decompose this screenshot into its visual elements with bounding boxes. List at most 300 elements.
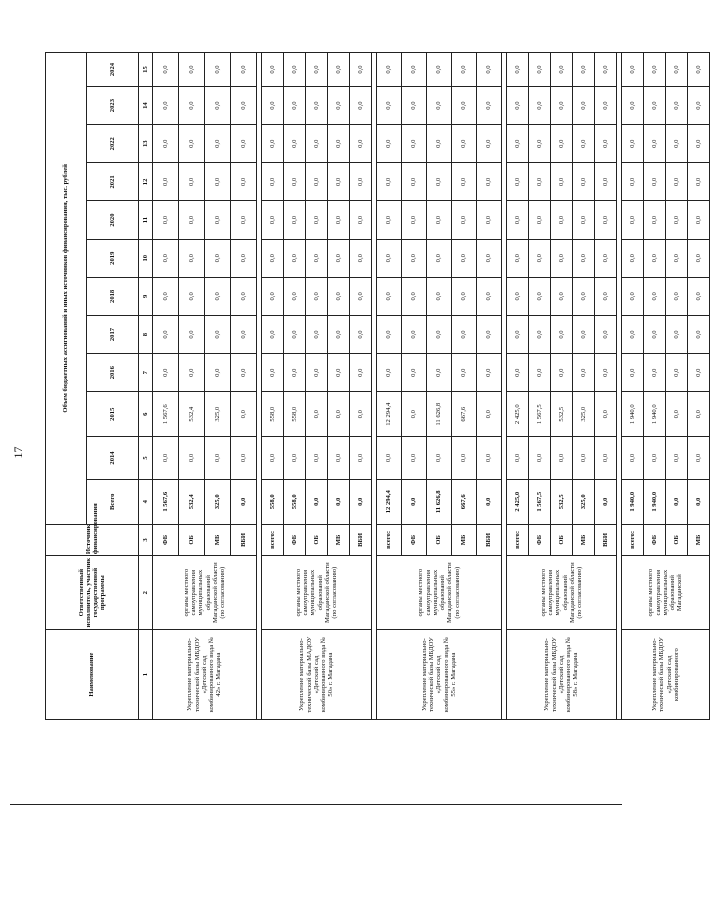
- year-value: 0,0: [427, 125, 452, 163]
- year-value: 0,0: [551, 315, 573, 353]
- year-value: 0,0: [427, 87, 452, 125]
- total-value: 11 626,8: [427, 479, 452, 524]
- header-name: Наименование: [46, 630, 139, 720]
- year-value: 532,4: [179, 392, 205, 437]
- year-value: 0,0: [402, 87, 427, 125]
- year-value: 0,0: [622, 163, 644, 201]
- year-value: 0,0: [179, 437, 205, 480]
- funding-source: ФБ: [644, 524, 666, 555]
- year-value: 0,0: [153, 201, 179, 239]
- year-value: 0,0: [284, 277, 306, 315]
- total-value: 1 567,6: [153, 479, 179, 524]
- year-value: 0,0: [328, 125, 350, 163]
- year-value: 0,0: [205, 201, 231, 239]
- column-number: 1: [139, 630, 153, 720]
- year-value: 0,0: [328, 53, 350, 87]
- year-value: 532,5: [551, 392, 573, 437]
- year-value: 0,0: [153, 87, 179, 125]
- year-value: 0,0: [328, 315, 350, 353]
- year-value: 0,0: [688, 239, 710, 277]
- year-value: 0,0: [306, 201, 328, 239]
- year-value: 0,0: [153, 354, 179, 392]
- year-value: 0,0: [622, 53, 644, 87]
- year-value: 0,0: [666, 163, 688, 201]
- year-value: 0,0: [477, 163, 502, 201]
- column-number: 4: [139, 479, 153, 524]
- year-value: 0,0: [573, 239, 595, 277]
- funding-source: ОБ: [179, 524, 205, 555]
- year-value: 0,0: [284, 163, 306, 201]
- year-value: 0,0: [306, 277, 328, 315]
- year-value: 0,0: [644, 354, 666, 392]
- year-value: 0,0: [284, 53, 306, 87]
- year-value: 0,0: [688, 354, 710, 392]
- funding-source: ОБ: [427, 524, 452, 555]
- total-value: 532,4: [179, 479, 205, 524]
- year-value: 0,0: [507, 239, 529, 277]
- year-value: 0,0: [402, 437, 427, 480]
- year-value: 0,0: [402, 125, 427, 163]
- table-row: [262, 53, 284, 720]
- year-value: 0,0: [573, 437, 595, 480]
- year-value: 0,0: [328, 239, 350, 277]
- year-value: 0,0: [284, 437, 306, 480]
- year-value: 0,0: [402, 239, 427, 277]
- year-value: 0,0: [179, 53, 205, 87]
- total-value: 667,6: [452, 479, 477, 524]
- year-value: 0,0: [477, 239, 502, 277]
- year-value: 0,0: [231, 87, 257, 125]
- year-value: 0,0: [688, 53, 710, 87]
- year-value: 0,0: [231, 315, 257, 353]
- year-value: 0,0: [262, 437, 284, 480]
- year-value: 0,0: [452, 201, 477, 239]
- year-value: 0,0: [551, 125, 573, 163]
- year-value: 0,0: [529, 53, 551, 87]
- year-value: 0,0: [179, 87, 205, 125]
- year-value: 11 626,8: [427, 392, 452, 437]
- year-value: 1 567,5: [529, 392, 551, 437]
- year-value: 0,0: [529, 315, 551, 353]
- year-value: 0,0: [205, 87, 231, 125]
- year-value: 0,0: [666, 125, 688, 163]
- responsible-executor: органы местного самоуправления муниципальных образований Магаданской: [622, 556, 710, 630]
- year-value: 558,0: [284, 392, 306, 437]
- year-value: 0,0: [377, 239, 402, 277]
- header-year: 2023: [87, 87, 139, 125]
- responsible-executor: органы местного самоуправления муниципальных образований Магаданской области (по согласованию): [377, 556, 502, 630]
- year-value: 0,0: [622, 125, 644, 163]
- year-value: 0,0: [666, 53, 688, 87]
- funding-source: МБ: [573, 524, 595, 555]
- column-number: 10: [139, 239, 153, 277]
- year-value: 0,0: [262, 53, 284, 87]
- year-value: 0,0: [402, 354, 427, 392]
- year-value: 0,0: [377, 201, 402, 239]
- funding-source: МБ: [205, 524, 231, 555]
- funding-source: МБ: [452, 524, 477, 555]
- year-value: 0,0: [205, 315, 231, 353]
- column-number: 7: [139, 354, 153, 392]
- year-value: 0,0: [350, 163, 372, 201]
- year-value: 0,0: [377, 354, 402, 392]
- year-value: 0,0: [153, 53, 179, 87]
- total-value: 0,0: [306, 479, 328, 524]
- year-value: 0,0: [350, 354, 372, 392]
- total-value: 12 294,4: [377, 479, 402, 524]
- year-value: 0,0: [284, 201, 306, 239]
- year-value: 0,0: [551, 277, 573, 315]
- total-value: 2 425,0: [507, 479, 529, 524]
- year-value: 0,0: [477, 87, 502, 125]
- year-value: 0,0: [427, 354, 452, 392]
- year-value: 0,0: [507, 87, 529, 125]
- year-value: 0,0: [153, 437, 179, 480]
- year-value: 0,0: [402, 201, 427, 239]
- header-year: 2016: [87, 354, 139, 392]
- year-value: 0,0: [377, 87, 402, 125]
- year-value: 0,0: [529, 239, 551, 277]
- year-value: 0,0: [205, 277, 231, 315]
- year-value: 0,0: [644, 315, 666, 353]
- total-value: 0,0: [666, 479, 688, 524]
- year-value: 1 940,0: [644, 392, 666, 437]
- year-value: 0,0: [231, 277, 257, 315]
- year-value: 0,0: [402, 163, 427, 201]
- year-value: 0,0: [306, 125, 328, 163]
- year-value: 0,0: [427, 201, 452, 239]
- year-value: 0,0: [205, 53, 231, 87]
- year-value: 0,0: [573, 277, 595, 315]
- funding-source: ФБ: [284, 524, 306, 555]
- year-value: 0,0: [452, 239, 477, 277]
- column-number: 8: [139, 315, 153, 353]
- year-value: 0,0: [153, 239, 179, 277]
- year-value: 0,0: [284, 87, 306, 125]
- year-value: 0,0: [666, 315, 688, 353]
- year-value: 0,0: [622, 315, 644, 353]
- year-value: 0,0: [231, 163, 257, 201]
- responsible-executor: органы местного самоуправления муниципальных образований Магаданской области (по согласованию): [262, 556, 372, 630]
- year-value: 0,0: [452, 87, 477, 125]
- year-value: 0,0: [452, 163, 477, 201]
- year-value: 0,0: [231, 437, 257, 480]
- year-value: 0,0: [350, 277, 372, 315]
- year-value: 0,0: [377, 163, 402, 201]
- year-value: 0,0: [350, 315, 372, 353]
- total-value: 325,0: [205, 479, 231, 524]
- header-executor: Ответственный исполнитель, участник государственной программы: [46, 556, 139, 630]
- year-value: 0,0: [551, 239, 573, 277]
- year-value: 0,0: [529, 277, 551, 315]
- funding-source: ОБ: [551, 524, 573, 555]
- year-value: 0,0: [231, 201, 257, 239]
- header-volume: Объем бюджетных ассигнований и иных источников финансирования, тыс. рублей: [46, 53, 87, 525]
- funding-source: всего:: [377, 524, 402, 555]
- year-value: 0,0: [205, 437, 231, 480]
- year-value: 0,0: [231, 125, 257, 163]
- measure-name: Укрепление материально-технической базы МБДОУ «Детский сад комбинированного вида № 42» г. Магадана: [153, 630, 257, 720]
- year-value: 325,0: [573, 392, 595, 437]
- page-separator-line: [10, 804, 622, 805]
- year-value: 0,0: [231, 239, 257, 277]
- funding-source: МБ: [328, 524, 350, 555]
- year-value: 0,0: [153, 163, 179, 201]
- year-value: 0,0: [477, 354, 502, 392]
- year-value: 558,0: [262, 392, 284, 437]
- year-value: 0,0: [507, 354, 529, 392]
- year-value: 0,0: [622, 201, 644, 239]
- year-value: 0,0: [622, 354, 644, 392]
- year-value: 0,0: [262, 354, 284, 392]
- responsible-executor: органы местного самоуправления муниципальных образований Магаданской области (по согласованию): [507, 556, 617, 630]
- responsible-executor: органы местного самоуправления муниципальных образований Магаданской области (по согласованию): [153, 556, 257, 630]
- header-year: 2018: [87, 277, 139, 315]
- year-value: 0,0: [179, 125, 205, 163]
- funding-source: ВБИ: [595, 524, 617, 555]
- year-value: 0,0: [622, 239, 644, 277]
- year-value: 0,0: [179, 354, 205, 392]
- funding-source: ВБИ: [477, 524, 502, 555]
- year-value: 0,0: [328, 392, 350, 437]
- total-value: 558,0: [284, 479, 306, 524]
- year-value: 0,0: [688, 163, 710, 201]
- year-value: 0,0: [306, 53, 328, 87]
- year-value: 0,0: [477, 53, 502, 87]
- year-value: 0,0: [153, 315, 179, 353]
- year-value: 0,0: [179, 239, 205, 277]
- year-value: 0,0: [507, 125, 529, 163]
- table-row: [507, 53, 529, 720]
- column-number: 2: [139, 556, 153, 630]
- header-total: Всего: [87, 479, 139, 524]
- year-value: 0,0: [573, 53, 595, 87]
- year-value: 0,0: [402, 392, 427, 437]
- year-value: 0,0: [452, 125, 477, 163]
- header-year: 2024: [87, 53, 139, 87]
- year-value: 0,0: [529, 201, 551, 239]
- year-value: 0,0: [262, 125, 284, 163]
- year-value: 325,0: [205, 392, 231, 437]
- year-value: 0,0: [231, 392, 257, 437]
- year-value: 0,0: [595, 239, 617, 277]
- funding-source: ВБИ: [231, 524, 257, 555]
- total-value: 0,0: [350, 479, 372, 524]
- year-value: 0,0: [377, 53, 402, 87]
- year-value: 0,0: [402, 315, 427, 353]
- year-value: 0,0: [284, 125, 306, 163]
- year-value: 0,0: [262, 277, 284, 315]
- funding-source: ФБ: [153, 524, 179, 555]
- year-value: 0,0: [666, 354, 688, 392]
- total-value: 1 567,5: [529, 479, 551, 524]
- year-value: 0,0: [153, 125, 179, 163]
- year-value: 2 425,0: [507, 392, 529, 437]
- year-value: 667,6: [452, 392, 477, 437]
- column-number: 11: [139, 201, 153, 239]
- header-year: 2017: [87, 315, 139, 353]
- header-source: Источник финансирования: [46, 524, 139, 555]
- year-value: 12 294,4: [377, 392, 402, 437]
- year-value: 0,0: [350, 201, 372, 239]
- year-value: 0,0: [529, 125, 551, 163]
- year-value: 0,0: [622, 437, 644, 480]
- column-number: 9: [139, 277, 153, 315]
- year-value: 0,0: [477, 201, 502, 239]
- year-value: 0,0: [551, 201, 573, 239]
- year-value: 1 567,6: [153, 392, 179, 437]
- year-value: 0,0: [306, 87, 328, 125]
- year-value: 0,0: [452, 53, 477, 87]
- year-value: 0,0: [306, 354, 328, 392]
- year-value: 0,0: [328, 163, 350, 201]
- year-value: 0,0: [595, 87, 617, 125]
- column-number: 6: [139, 392, 153, 437]
- year-value: 0,0: [477, 392, 502, 437]
- year-value: 0,0: [507, 315, 529, 353]
- year-value: 0,0: [666, 277, 688, 315]
- year-value: 0,0: [350, 239, 372, 277]
- header-year: 2021: [87, 163, 139, 201]
- year-value: 0,0: [688, 437, 710, 480]
- year-value: 0,0: [573, 354, 595, 392]
- column-number: 12: [139, 163, 153, 201]
- year-value: 0,0: [551, 354, 573, 392]
- year-value: 0,0: [452, 437, 477, 480]
- year-value: 0,0: [507, 163, 529, 201]
- page-number: 17: [11, 446, 25, 459]
- year-value: 0,0: [595, 437, 617, 480]
- year-value: 0,0: [644, 201, 666, 239]
- year-value: 0,0: [595, 277, 617, 315]
- year-value: 0,0: [427, 239, 452, 277]
- year-value: 0,0: [262, 315, 284, 353]
- year-value: 0,0: [477, 437, 502, 480]
- year-value: 0,0: [644, 163, 666, 201]
- year-value: 0,0: [595, 354, 617, 392]
- year-value: 0,0: [622, 87, 644, 125]
- year-value: 0,0: [573, 87, 595, 125]
- year-value: 0,0: [262, 201, 284, 239]
- year-value: 0,0: [666, 239, 688, 277]
- year-value: 0,0: [573, 125, 595, 163]
- year-value: 0,0: [328, 87, 350, 125]
- year-value: 0,0: [688, 277, 710, 315]
- table-row: [377, 53, 402, 720]
- year-value: 0,0: [377, 315, 402, 353]
- total-value: 325,0: [573, 479, 595, 524]
- year-value: 0,0: [551, 163, 573, 201]
- year-value: 0,0: [666, 87, 688, 125]
- year-value: 0,0: [427, 163, 452, 201]
- column-number: 15: [139, 53, 153, 87]
- table-row: [622, 53, 644, 720]
- year-value: 0,0: [477, 125, 502, 163]
- year-value: 0,0: [350, 53, 372, 87]
- table-body: [153, 53, 710, 720]
- year-value: 0,0: [306, 315, 328, 353]
- year-value: 0,0: [688, 315, 710, 353]
- header-year: 2014: [87, 437, 139, 480]
- year-value: 0,0: [688, 392, 710, 437]
- year-value: 0,0: [231, 53, 257, 87]
- year-value: 0,0: [153, 277, 179, 315]
- year-value: 0,0: [328, 437, 350, 480]
- funding-source: всего:: [507, 524, 529, 555]
- funding-source: ФБ: [402, 524, 427, 555]
- year-value: 0,0: [179, 201, 205, 239]
- measure-name: Укрепление материально-технической базы МАДОУ «Детский сад комбинированного вида № 50» г. Магадана: [262, 630, 372, 720]
- year-value: 0,0: [306, 437, 328, 480]
- header-year: 2015: [87, 392, 139, 437]
- year-value: 0,0: [644, 239, 666, 277]
- funding-source: ОБ: [666, 524, 688, 555]
- year-value: 0,0: [595, 163, 617, 201]
- funding-source: ОБ: [306, 524, 328, 555]
- year-value: 0,0: [644, 125, 666, 163]
- year-value: 0,0: [205, 125, 231, 163]
- year-value: 0,0: [350, 87, 372, 125]
- year-value: 0,0: [452, 354, 477, 392]
- year-value: 0,0: [595, 392, 617, 437]
- table-row: [153, 53, 179, 720]
- year-value: 0,0: [595, 315, 617, 353]
- funding-source: ФБ: [529, 524, 551, 555]
- year-value: 0,0: [377, 437, 402, 480]
- year-value: 0,0: [427, 277, 452, 315]
- total-value: 0,0: [688, 479, 710, 524]
- year-value: 0,0: [688, 87, 710, 125]
- year-value: 0,0: [306, 392, 328, 437]
- budget-table: [45, 52, 710, 720]
- year-value: 0,0: [179, 163, 205, 201]
- column-numbers-row: [139, 53, 153, 720]
- year-value: 0,0: [231, 354, 257, 392]
- year-value: 0,0: [427, 53, 452, 87]
- year-value: 0,0: [205, 239, 231, 277]
- header-row-1: [46, 53, 87, 720]
- year-value: 0,0: [507, 201, 529, 239]
- year-value: 0,0: [377, 125, 402, 163]
- year-value: 0,0: [205, 163, 231, 201]
- year-value: 0,0: [328, 277, 350, 315]
- year-value: 0,0: [595, 201, 617, 239]
- total-value: 1 940,0: [622, 479, 644, 524]
- header-year: 2019: [87, 239, 139, 277]
- year-value: 0,0: [350, 125, 372, 163]
- year-value: 0,0: [477, 277, 502, 315]
- year-value: 0,0: [262, 87, 284, 125]
- year-value: 0,0: [666, 392, 688, 437]
- year-value: 0,0: [529, 163, 551, 201]
- measure-name: Укрепление материально-технической базы МБДОУ «Детский сад комбинированного вида № 58» г. Магадана: [507, 630, 617, 720]
- year-value: 0,0: [644, 277, 666, 315]
- year-value: 0,0: [262, 239, 284, 277]
- year-value: 0,0: [306, 163, 328, 201]
- year-value: 0,0: [477, 315, 502, 353]
- year-value: 1 940,0: [622, 392, 644, 437]
- funding-source: ВБИ: [350, 524, 372, 555]
- column-number: 5: [139, 437, 153, 480]
- total-value: 0,0: [328, 479, 350, 524]
- year-value: 0,0: [551, 437, 573, 480]
- year-value: 0,0: [573, 315, 595, 353]
- year-value: 0,0: [688, 201, 710, 239]
- year-value: 0,0: [644, 87, 666, 125]
- year-value: 0,0: [573, 201, 595, 239]
- year-value: 0,0: [622, 277, 644, 315]
- year-value: 0,0: [427, 437, 452, 480]
